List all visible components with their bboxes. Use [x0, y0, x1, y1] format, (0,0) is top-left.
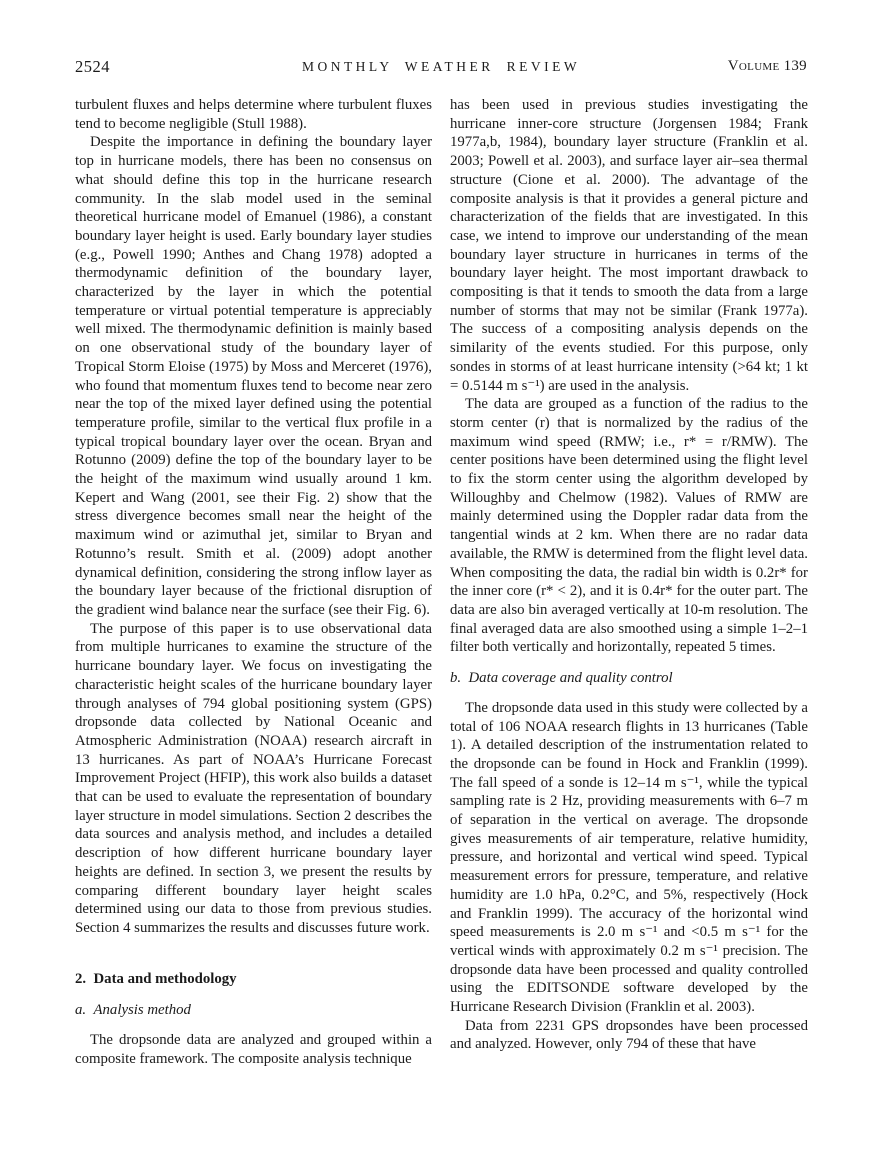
paragraph: Despite the importance in defining the boundary layer top in hurricane models, there has been no consensus on what should define this top in the hurricane research community. In the slab model used in the seminal theoretical hurricane model of Emanuel (1986), a constant boundary layer height is used. Early boundary layer studies (e.g., Powell 1990; Anthes and Chang 1978) adopted a thermodynamic definition of the boundary layer, characterized by the layer in which the potential temperature or virtual potential temperature is appreciably well mixed. The thermodynamic definition is mainly based on one observational study of the boundary layer of Tropical Storm Eloise (1975) by Moss and Merceret (1976), who found that momentum fluxes tend to become near zero near the top of the mixed layer defined using the potential temperature profile, similar to the vertical flux profile in a typical tropical boundary layer over the ocean. Bryan and Rotunno (2009) define the top of the boundary layer to be the height of the maximum wind usually around 1 km. Kepert and Wang (2001, see their Fig. 2) show that the stress divergence becomes small near the height of the maximum wind or azimuthal jet, similar to Bryan and Rotunno’s result. Smith et al. (2009) adopt another dynamical definition, considering the strong inflow layer as the boundary layer because of the frictional disruption of the gradient wind balance near the surface (see their Fig. 6).	[75, 134, 432, 618]
page-number: 2524	[75, 57, 110, 76]
paragraph: The dropsonde data used in this study were collected by a total of 106 NOAA research flights in 13 hurricanes (Table 1). A detailed description of the instrumentation related to the dropsonde can be found in Hock and Franklin (1999). The fall speed of a sonde is 12–14 m s⁻¹, while the typical sampling rate is 2 Hz, providing measurements with 6–7 m of separation in the vertical on average. The dropsonde gives measurements of air temperature, relative humidity, pressure, and horizontal and vertical wind speed. Typical measurement errors for pressure, temperature, and relative humidity are 1.0 hPa, 0.2°C, and 5%, respectively (Hock and Franklin 1999). The accuracy of the horizontal wind speed measurements is 2.0 m s⁻¹ and <0.5 m s⁻¹ for the vertical winds with approximately 0.2 m s⁻¹ precision. The dropsonde data have been processed and quality controlled using the EDITSONDE software developed by the Hurricane Research Division (Franklin et al. 2003).	[450, 699, 808, 1016]
paragraph: The purpose of this paper is to use observational data from multiple hurricanes to examine the structure of the hurricane boundary layer. We focus on investigating the characteristic height scales of the hurricane boundary layer through analyses of 794 global positioning system (GPS) dropsonde data collected by National Oceanic and Atmospheric Administration (NOAA) research aircraft in 13 hurricanes. As part of NOAA’s Hurricane Forecast Improvement Project (HFIP), this work also builds a dataset that can be used to evaluate the representation of boundary layer structure in model simulations. Section 2 describes the data sources and analysis method, and includes a detailed description of how different hurricane boundary layer heights are defined. In section 3, we present the results by comparing different boundary layer height scales determined using our data to those from previous studies. Section 4 summarizes the results and discusses future work.	[75, 620, 432, 936]
paragraph: The dropsonde data are analyzed and grouped within a composite framework. The composite analysis technique	[75, 1032, 432, 1067]
subsection-heading: a. Analysis method	[75, 1002, 191, 1019]
subsection-heading: b. Data coverage and quality control	[450, 670, 673, 687]
paragraph: Data from 2231 GPS dropsondes have been processed and analyzed. However, only 794 of these that have	[450, 1017, 808, 1053]
volume-label: Volume 139	[727, 58, 807, 74]
section-heading: 2. Data and methodology	[75, 970, 237, 987]
journal-title: MONTHLY WEATHER REVIEW	[301, 59, 581, 74]
left-column	[75, 96, 432, 1068]
page-header	[75, 57, 807, 77]
paragraph: turbulent fluxes and helps determine where turbulent fluxes tend to become negligible (Stull 1988).	[75, 97, 432, 132]
right-column	[450, 96, 808, 1054]
paragraph: The data are grouped as a function of the radius to the storm center (r) that is normalized by the radius of the maximum wind speed (RMW; i.e., r* = r/RMW). The center positions have been determined using the flight level to fix the storm center using the algorithm developed by Willoughby and Chelmow (1982). Values of RMW are mainly determined using the Doppler radar data from the tangential winds at 2 km. When there are no radar data available, the RMW is determined from the flight level data. When compositing the data, the radial bin width is 0.2r* for the inner core (r* < 2), and it is 0.4r* for the outer part. The data are also bin averaged vertically at 10-m resolution. The final averaged data are also smoothed using a simple 1–2–1 filter both vertically and horizontally, repeated 5 times.	[450, 396, 808, 656]
paragraph: has been used in previous studies investigating the hurricane inner-core structure (Jorgensen 1984; Frank 1977a,b, 1984), boundary layer structure (Franklin et al. 2003; Powell et al. 2003), and surface layer air–sea thermal structure (Cione et al. 2000). The advantage of the composite analysis is that it provides a general picture and characterization of the fields that are investigated. In this case, we intend to improve our understanding of the mean boundary layer structure in hurricanes in terms of the boundary layer height. The most important drawback to compositing is that it tends to smooth the data from a large number of storms that may not be similar (Frank 1977a). The success of a compositing analysis depends on the similarity of the events studied. For this purpose, only sondes in storms of at least hurricane intensity (>64 kt; 1 kt = 0.5144 m s⁻¹) are used in the analysis.	[450, 97, 808, 394]
